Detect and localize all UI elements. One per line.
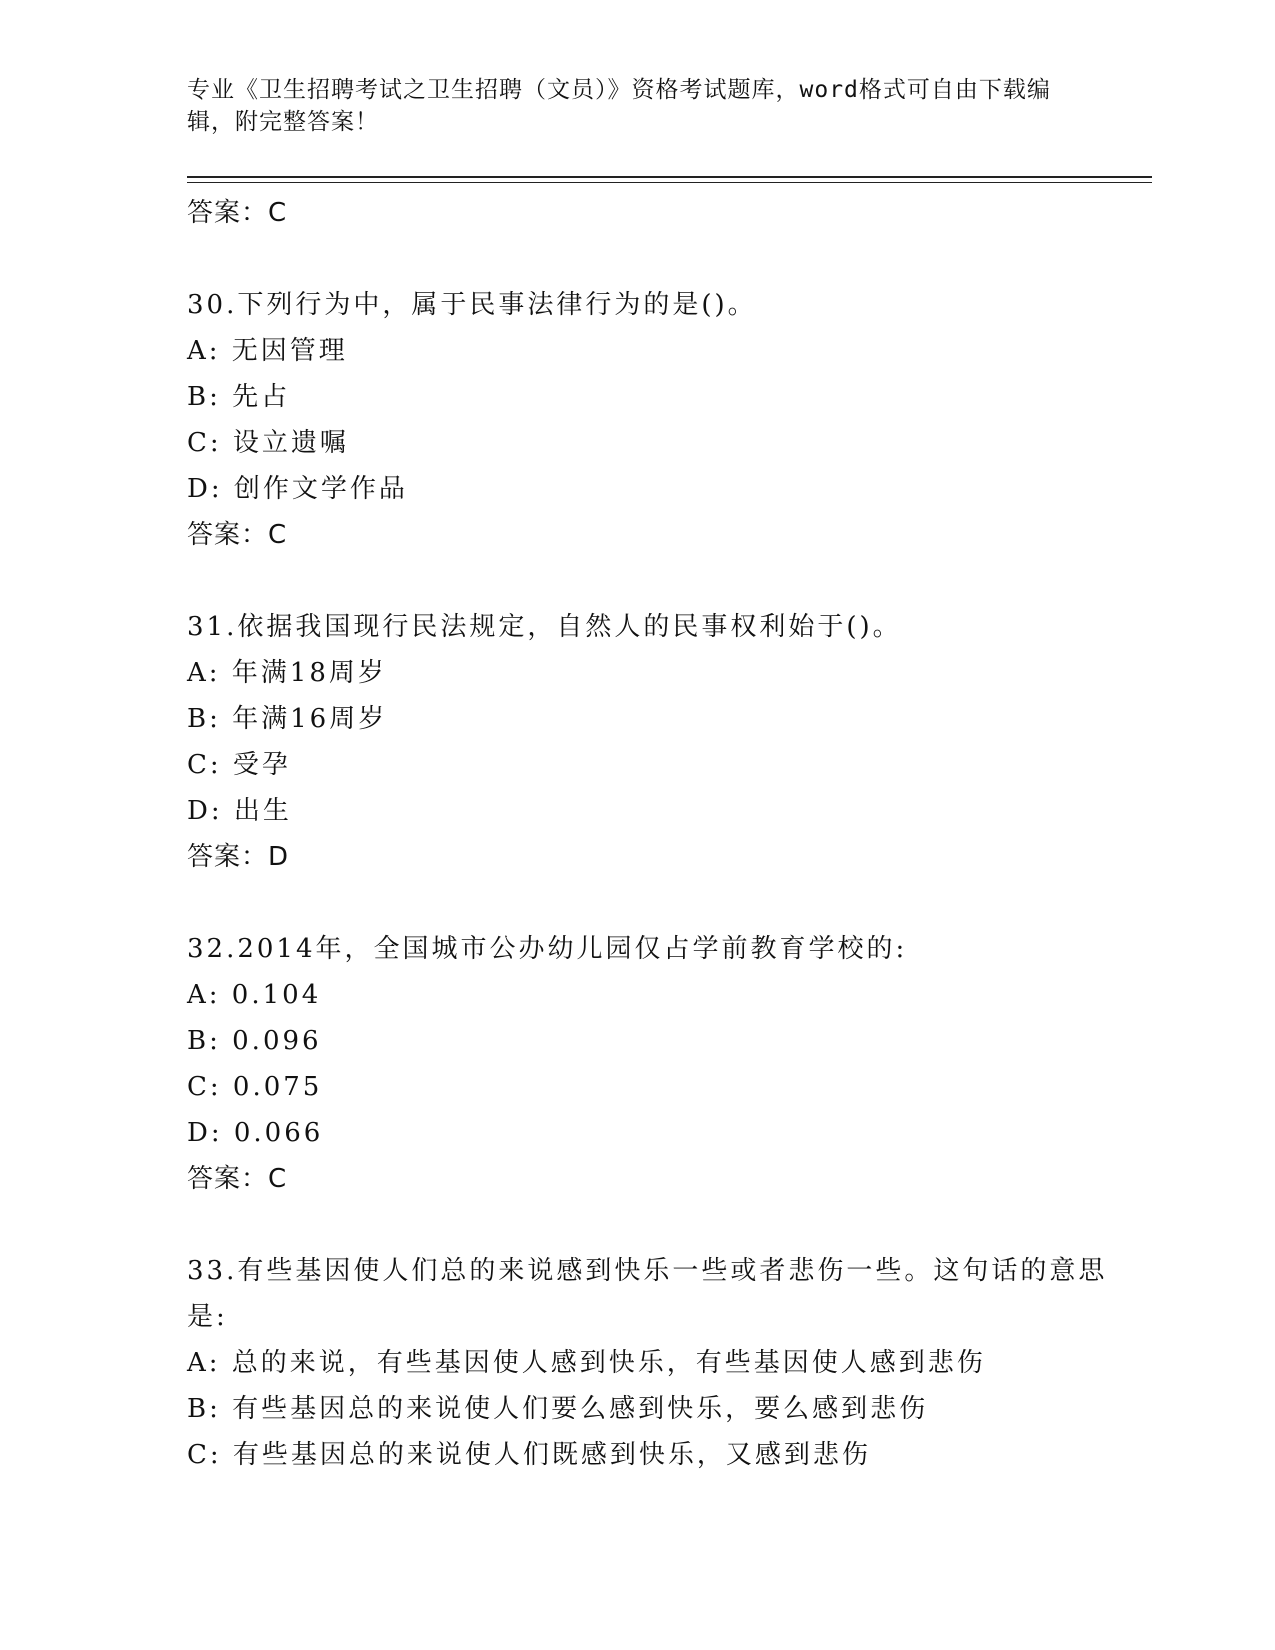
question-stem: 32.2014年，全国城市公办幼儿园仅占学前教育学校的: (187, 934, 908, 964)
question-stem: 33.有些基因使人们总的来说感到快乐一些或者悲伤一些。这句话的意思是: (187, 1256, 1108, 1332)
option-a: A: 总的来说，有些基因使人感到快乐，有些基因使人感到悲伤 (187, 1348, 986, 1378)
option-b: B: 有些基因总的来说使人们要么感到快乐，要么感到悲伤 (187, 1394, 929, 1424)
option-c: C: 有些基因总的来说使人们既感到快乐，又感到悲伤 (187, 1440, 871, 1470)
answer-line: 答案：D (187, 842, 290, 872)
option-d: D: 0.066 (187, 1118, 324, 1148)
question-33 (187, 1248, 1127, 1478)
answer-line: 答案：C (187, 1164, 288, 1194)
document-header: 专业《卫生招聘考试之卫生招聘（文员）》资格考试题库，word格式可自由下载编辑，附完整答案！ (187, 77, 1051, 135)
header-rule-thin (187, 182, 1152, 183)
answer-line: 答案：C (187, 198, 288, 228)
option-b: B: 先占 (187, 382, 291, 412)
question-stem: 30.下列行为中，属于民事法律行为的是()。 (187, 290, 757, 320)
option-a: A: 无因管理 (187, 336, 348, 366)
option-a: A: 0.104 (187, 980, 322, 1010)
option-b: B: 年满16周岁 (187, 704, 388, 734)
header-rule-thick (187, 176, 1152, 178)
option-a: A: 年满18周岁 (187, 658, 387, 688)
option-d: D: 创作文学作品 (187, 474, 408, 504)
option-c: C: 受孕 (187, 750, 291, 780)
question-32 (187, 926, 1127, 1202)
question-stem: 31.依据我国现行民法规定，自然人的民事权利始于()。 (187, 612, 902, 642)
option-d: D: 出生 (187, 796, 292, 826)
option-c: C: 0.075 (187, 1072, 323, 1102)
question-31 (187, 604, 1127, 880)
option-b: B: 0.096 (187, 1026, 322, 1056)
question-list (187, 190, 1127, 1478)
option-c: C: 设立遗嘱 (187, 428, 349, 458)
answer-line: 答案：C (187, 520, 288, 550)
question-30 (187, 282, 1127, 558)
